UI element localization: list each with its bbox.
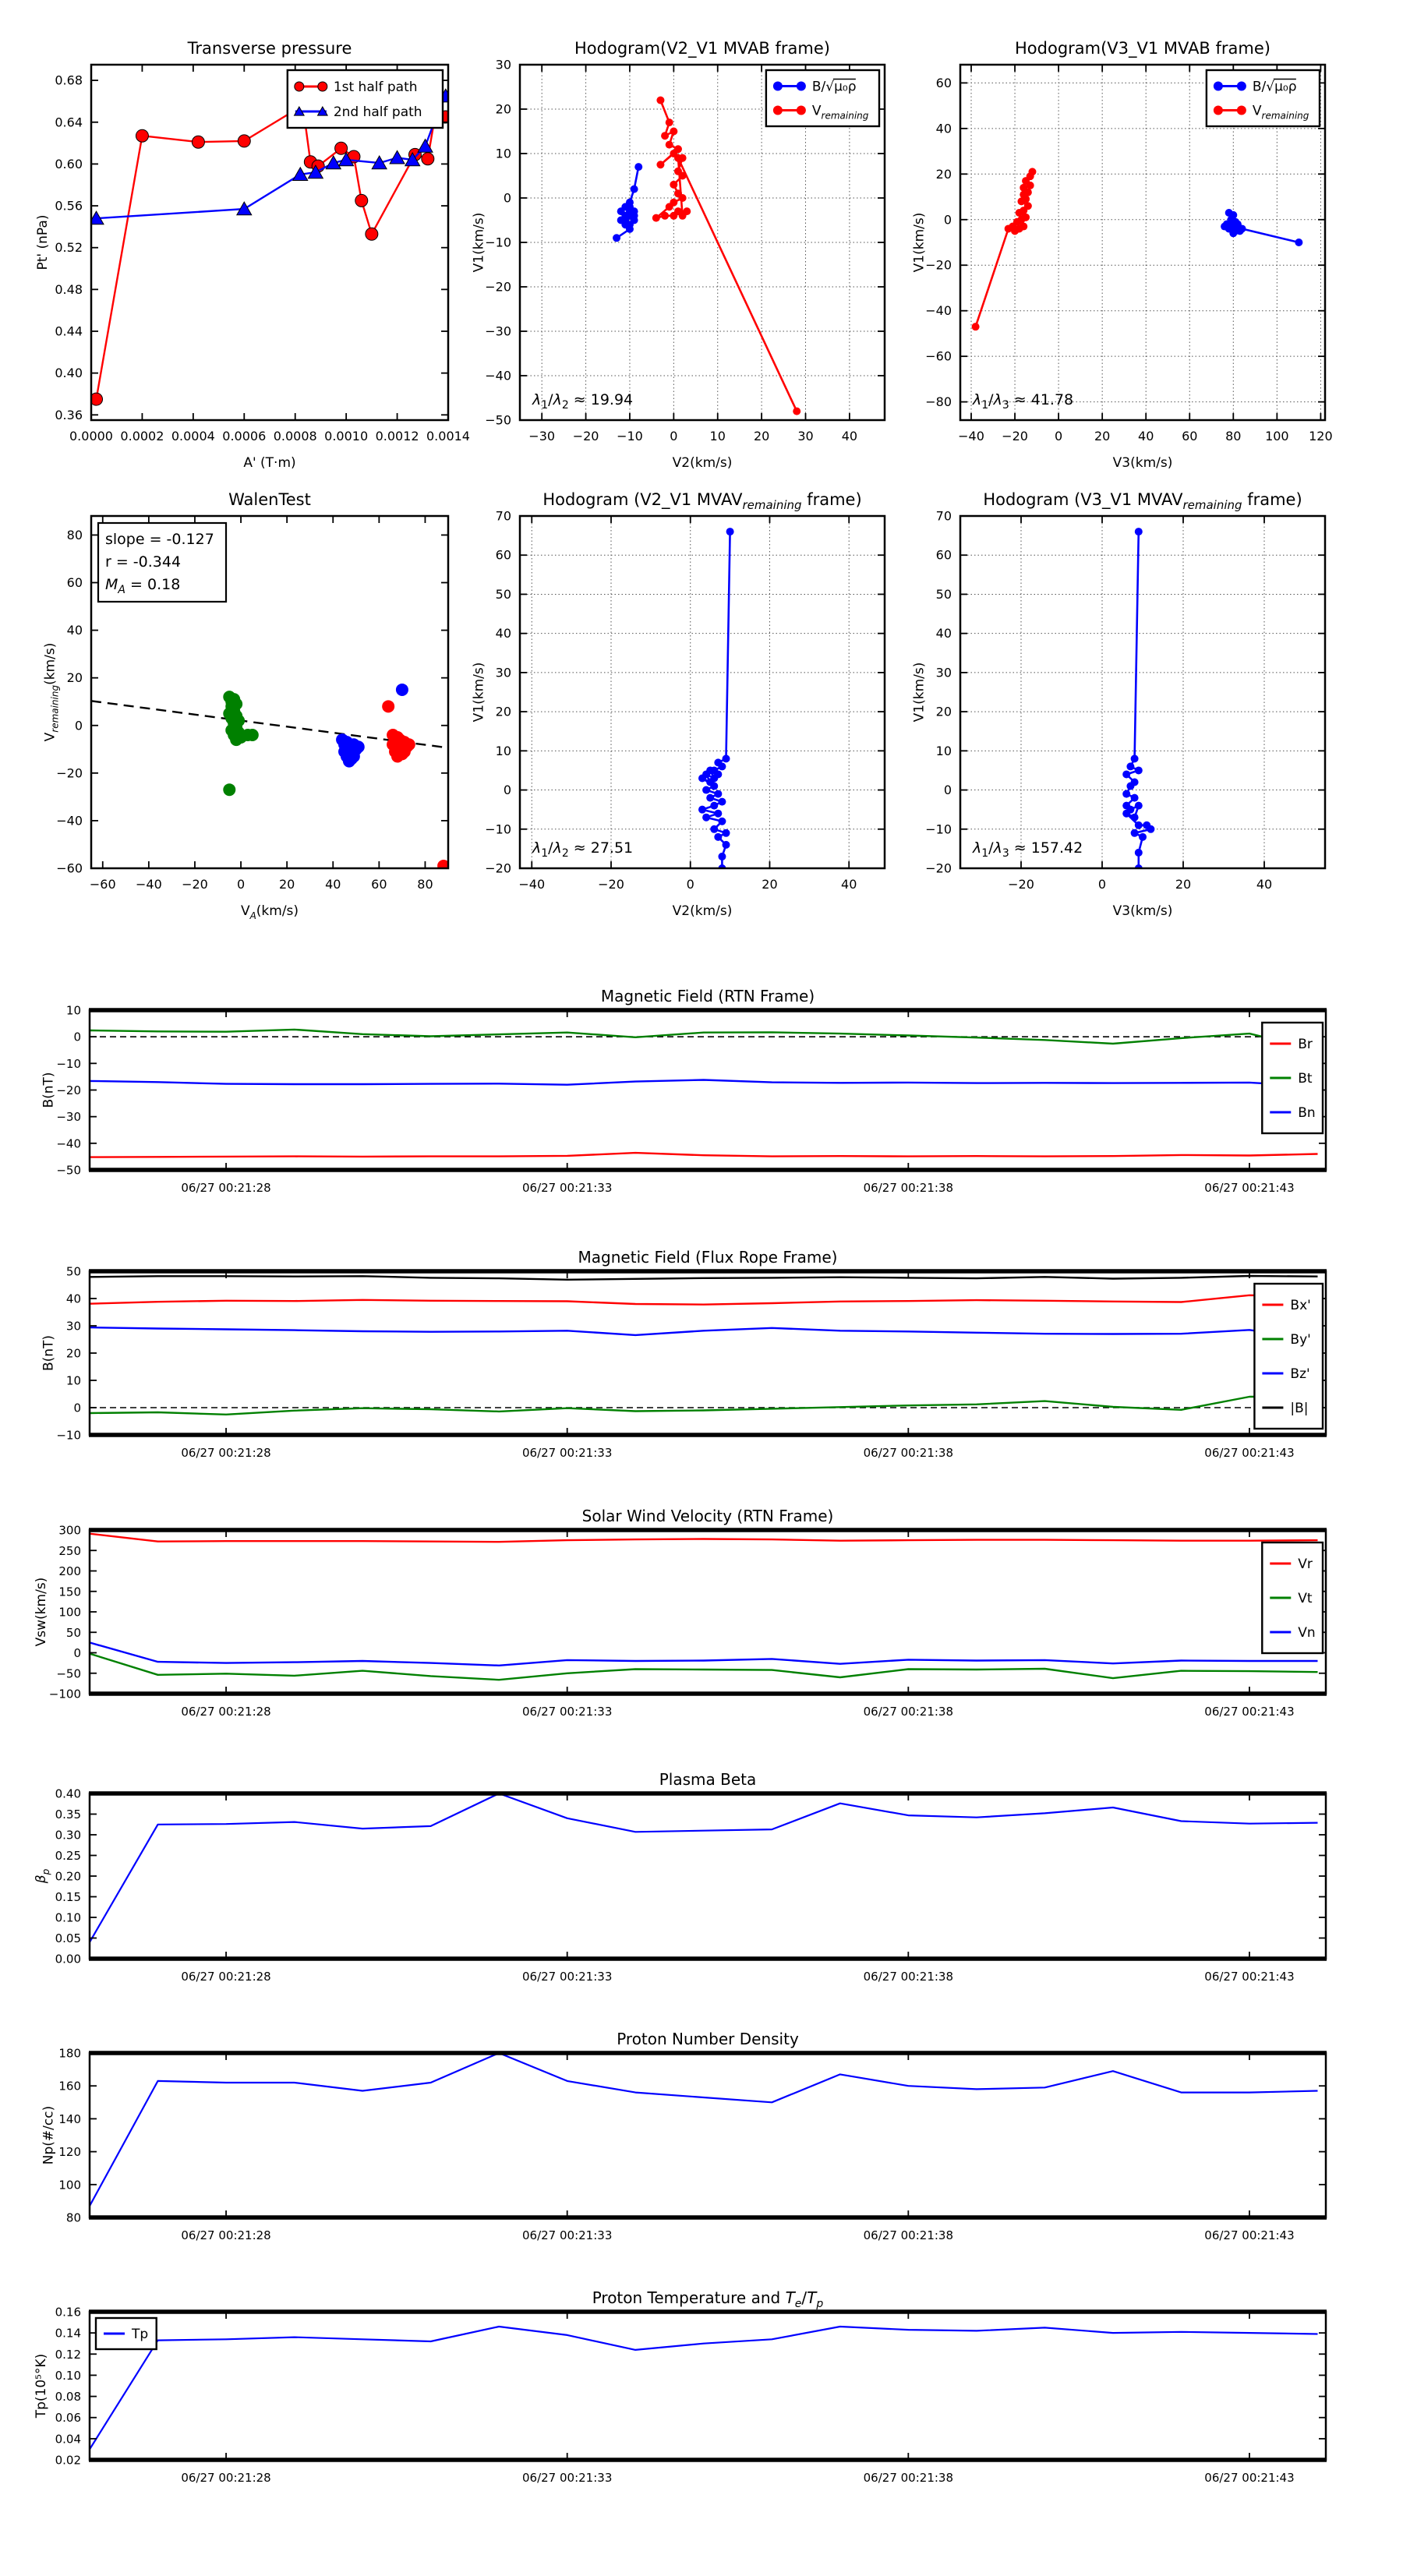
x-tick-label: 0: [1055, 429, 1063, 443]
panel-hodogram-v2v1-mvav: [471, 490, 885, 919]
y-tick-label: 20: [935, 704, 952, 719]
series-group: [90, 1276, 1318, 1415]
legend-label: B/√μ₀ρ: [1252, 79, 1297, 95]
y-tick-label: 0.40: [55, 1786, 81, 1801]
y-tick-label: 50: [495, 586, 511, 602]
x-tick-label: 80: [1225, 429, 1242, 443]
panel-proton-number-density: [41, 2030, 1327, 2242]
eigenvalue-ratio-annotation: $\lambda_1/\lambda_2 \approx 27.51$: [532, 839, 634, 860]
x-tick-label: 20: [278, 877, 295, 892]
x-tick-label: −20: [598, 877, 624, 892]
y-tick-label: −10: [56, 1056, 81, 1071]
x-tick-label: 06/27 00:21:33: [522, 1181, 613, 1195]
y-tick-label: 80: [65, 2210, 81, 2225]
y-tick-label: 0.05: [55, 1931, 81, 1945]
x-tick-label: 06/27 00:21:28: [181, 1970, 271, 1984]
y-tick-label: 30: [495, 665, 511, 680]
panel-solar-wind-velocity-rtn: [34, 1507, 1327, 1719]
panel-title: Hodogram (V3_V1 $MVAV_{remaining}$ frame): [983, 490, 1302, 512]
x-tick-label: 100: [1265, 429, 1289, 443]
legend-label: |B|: [1290, 1401, 1309, 1416]
y-tick-label: 0.35: [55, 1807, 81, 1822]
x-tick-label: 06/27 00:21:28: [181, 1705, 271, 1719]
y-axis-label: V1(km/s): [471, 662, 487, 723]
y-tick-label: 20: [495, 101, 511, 117]
x-tick-label: 0.0008: [273, 429, 317, 443]
panel-plasma-beta: [34, 1770, 1327, 1984]
panel-title: Hodogram (V2_V1 $MVAV_{remaining}$ frame): [542, 490, 862, 512]
y-tick-label: 0: [73, 1030, 81, 1044]
series-group: [90, 1030, 1318, 1157]
y-axis-label: Np(#/cc): [41, 2105, 57, 2165]
x-tick-label: 06/27 00:21:43: [1204, 2228, 1295, 2242]
series-bn: [90, 1080, 1318, 1087]
y-tick-label: −20: [485, 279, 511, 295]
axis-ticks: [520, 516, 885, 868]
y-tick-label: −60: [925, 348, 952, 364]
y-axis-label: V1(km/s): [911, 212, 928, 273]
y-tick-label: −20: [485, 860, 511, 876]
axis-ticks: [90, 1793, 1326, 1959]
x-tick-label: −40: [135, 877, 162, 892]
y-tick-label: 0: [503, 783, 511, 798]
axis-ticks: [90, 1010, 1326, 1170]
series-group: [89, 89, 453, 405]
series-group: [613, 97, 800, 415]
y-tick-label: −100: [48, 1687, 81, 1701]
x-tick-label: 06/27 00:21:33: [522, 2228, 613, 2242]
x-tick-label: 0.0012: [375, 429, 419, 443]
x-tick-label: 60: [1182, 429, 1198, 443]
y-tick-label: −10: [56, 1428, 81, 1443]
y-axis-label: V1(km/s): [471, 212, 487, 273]
panel-title: Magnetic Field (Flux Rope Frame): [578, 1248, 838, 1267]
y-tick-label: 20: [65, 1346, 81, 1361]
series-group: [1122, 528, 1154, 872]
y-tick-label: 40: [935, 626, 952, 641]
stats-line: $M_A = 0.18$: [105, 576, 181, 596]
y-tick-label: −10: [485, 822, 511, 837]
panel-hodogram-v3v1-mvav: [911, 490, 1325, 919]
series-group: [972, 168, 1303, 330]
y-axis-label: B(nT): [41, 1334, 57, 1372]
x-axis-label: $V_A(km/s)$: [240, 903, 299, 921]
x-tick-label: 0: [686, 877, 694, 892]
axes-spines: [90, 1010, 1326, 1170]
x-tick-label: 06/27 00:21:33: [522, 1446, 613, 1460]
y-tick-label: 0.48: [55, 281, 83, 297]
y-tick-label: 80: [66, 527, 83, 542]
y-tick-label: 50: [65, 1625, 81, 1640]
y-tick-label: 0.30: [55, 1828, 81, 1843]
legend: [96, 2318, 157, 2349]
x-axis-label: V3(km/s): [1112, 903, 1173, 919]
panel-walen-test: [42, 490, 450, 921]
y-tick-label: 40: [65, 1292, 81, 1306]
x-tick-label: 80: [417, 877, 433, 892]
stats-line: r = -0.344: [105, 553, 182, 571]
y-tick-label: 0.36: [55, 407, 83, 422]
x-tick-label: −20: [1002, 429, 1028, 443]
y-tick-label: 0.15: [55, 1890, 81, 1904]
y-tick-label: −50: [56, 1666, 81, 1681]
panel-title: Solar Wind Velocity (RTN Frame): [581, 1507, 834, 1525]
y-axis-label: Tp(10⁵°K): [34, 2353, 50, 2419]
y-tick-label: 0.06: [55, 2411, 81, 2426]
y-tick-label: −30: [485, 323, 511, 339]
y-tick-label: 0.20: [55, 1869, 81, 1884]
y-axis-label: Pt' (nPa): [35, 214, 51, 270]
panel-title: WalenTest: [228, 490, 311, 509]
x-tick-label: 40: [325, 877, 341, 892]
x-axis-label: V3(km/s): [1112, 455, 1173, 471]
eigenvalue-ratio-annotation: $\lambda_1/\lambda_3 \approx 41.78$: [973, 391, 1074, 412]
x-axis-label: V2(km/s): [672, 903, 733, 919]
series-first-half-points: [223, 691, 259, 796]
y-tick-label: 20: [495, 704, 511, 719]
grid-lines: [960, 516, 1325, 868]
x-tick-label: 30: [797, 429, 814, 443]
legend: [288, 70, 443, 128]
series-plasma-beta: [90, 1793, 1318, 1942]
y-tick-label: 0.02: [55, 2453, 81, 2468]
axes-spines: [960, 516, 1325, 868]
panel-magnetic-field-rtn: [41, 987, 1327, 1195]
x-tick-label: 60: [371, 877, 387, 892]
y-tick-label: 70: [935, 508, 952, 524]
y-tick-label: 0.08: [55, 2390, 81, 2405]
series-b-magnitude: [90, 1276, 1318, 1280]
x-tick-label: 0.0004: [171, 429, 215, 443]
series-bz-prime: [90, 1327, 1318, 1340]
y-tick-label: 200: [58, 1564, 81, 1578]
y-tick-label: 0.25: [55, 1849, 81, 1863]
series-by-prime: [90, 1397, 1318, 1415]
panel-hodogram-v3v1-mvab: [911, 39, 1332, 471]
stats-box: [98, 523, 226, 602]
series-group: [90, 1534, 1318, 1680]
y-tick-label: 0.40: [55, 366, 83, 381]
y-tick-label: 60: [935, 75, 952, 90]
legend-label: Vn: [1298, 1625, 1316, 1641]
series-group: [223, 684, 450, 872]
axes-spines: [520, 516, 885, 868]
y-tick-label: 0.04: [55, 2432, 81, 2447]
y-tick-label: −20: [925, 860, 952, 876]
y-tick-label: 0: [74, 718, 83, 733]
x-tick-label: 20: [753, 429, 770, 443]
y-tick-label: −20: [925, 257, 952, 273]
series-v-remaining: [972, 168, 1037, 330]
y-tick-label: 140: [58, 2111, 81, 2126]
series-boundary-points: [382, 700, 450, 872]
x-tick-label: 20: [1175, 877, 1192, 892]
x-tick-label: 40: [1138, 429, 1154, 443]
x-tick-label: −20: [1008, 877, 1034, 892]
x-tick-label: 40: [841, 877, 857, 892]
legend-label: Br: [1298, 1037, 1313, 1052]
x-tick-label: −30: [528, 429, 556, 443]
x-tick-label: 0: [670, 429, 678, 443]
y-tick-label: −50: [485, 412, 511, 428]
legend-label: 2nd half path: [333, 104, 422, 120]
panel-title: Plasma Beta: [659, 1770, 757, 1789]
y-tick-label: 0.60: [55, 156, 83, 171]
y-tick-label: 40: [66, 623, 83, 638]
legend-label: B/√μ₀ρ: [811, 79, 857, 95]
y-tick-label: 30: [935, 665, 952, 680]
stats-line: slope = -0.127: [105, 531, 214, 548]
x-tick-label: −10: [617, 429, 643, 443]
y-axis-label: $\beta_p$: [34, 1868, 52, 1884]
y-tick-label: 0.12: [55, 2347, 81, 2362]
y-tick-label: 60: [935, 547, 952, 563]
y-axis-label: B(nT): [41, 1072, 57, 1108]
x-tick-label: 0: [1097, 877, 1107, 892]
y-tick-label: 0.10: [55, 2368, 81, 2383]
x-tick-label: 06/27 00:21:33: [522, 1705, 613, 1719]
y-tick-label: 0: [943, 783, 952, 798]
y-tick-label: 160: [58, 2079, 81, 2094]
series-bt: [90, 1030, 1318, 1050]
y-tick-label: 250: [58, 1543, 81, 1558]
series-vn: [90, 1642, 1318, 1665]
y-tick-label: 120: [58, 2145, 81, 2160]
series-vr: [90, 1534, 1318, 1542]
y-tick-label: −20: [56, 1083, 81, 1097]
series-v-remaining: [652, 97, 800, 415]
x-tick-label: 0: [236, 877, 246, 892]
x-tick-label: 06/27 00:21:33: [522, 2471, 613, 2485]
y-tick-label: 50: [65, 1264, 81, 1279]
x-tick-label: 06/27 00:21:28: [181, 2228, 271, 2242]
y-tick-label: 0.44: [55, 323, 83, 339]
y-tick-label: 0: [943, 212, 952, 228]
legend-label: Vr: [1298, 1557, 1313, 1572]
legend: [1254, 1284, 1323, 1429]
y-tick-label: 180: [58, 2046, 81, 2061]
legend-label: Tp: [132, 2327, 149, 2342]
series-v-remaining-hodogram: [698, 528, 734, 872]
y-tick-label: 0.64: [55, 115, 83, 130]
y-tick-label: 30: [495, 57, 511, 72]
panel-title: Transverse pressure: [187, 39, 352, 58]
x-tick-label: 20: [762, 877, 778, 892]
y-tick-label: 0.68: [55, 72, 83, 88]
y-axis-label: V1(km/s): [911, 662, 928, 723]
y-axis-label: Vsw(km/s): [34, 1577, 50, 1647]
panel-title: Proton Temperature and $T_e/T_p$: [592, 2288, 824, 2310]
panel-title: Hodogram(V3_V1 MVAB frame): [1015, 39, 1270, 58]
y-tick-label: 0.14: [55, 2326, 81, 2341]
x-axis-label: V2(km/s): [672, 455, 733, 471]
x-tick-label: 06/27 00:21:38: [863, 1970, 954, 1984]
legend: [1262, 1542, 1323, 1653]
y-tick-label: −40: [485, 368, 511, 383]
x-tick-label: 06/27 00:21:43: [1204, 2471, 1295, 2485]
x-tick-label: 40: [841, 429, 858, 443]
y-tick-label: 40: [495, 626, 511, 641]
y-axis-label: $V_{remaining}(km/s)$: [42, 642, 61, 742]
x-tick-label: 06/27 00:21:38: [863, 1446, 954, 1460]
panel-title: Proton Number Density: [617, 2030, 799, 2048]
x-tick-label: 20: [1094, 429, 1111, 443]
legend-label: Bt: [1298, 1071, 1313, 1087]
x-tick-label: 06/27 00:21:28: [181, 1446, 271, 1460]
legend: [1262, 1023, 1323, 1133]
x-tick-label: −20: [182, 877, 208, 892]
series-proton-density: [90, 2053, 1318, 2206]
series-br: [90, 1153, 1318, 1157]
x-tick-label: 06/27 00:21:43: [1204, 1970, 1295, 1984]
x-tick-label: 0.0014: [426, 429, 470, 443]
y-tick-label: −40: [56, 813, 83, 829]
x-tick-label: −40: [958, 429, 984, 443]
y-tick-label: −10: [485, 235, 511, 250]
y-tick-label: −20: [56, 765, 83, 781]
legend-label: By': [1290, 1332, 1311, 1348]
y-tick-label: −80: [925, 394, 952, 410]
eigenvalue-ratio-annotation: $\lambda_1/\lambda_2 \approx 19.94$: [532, 391, 634, 412]
series-vt: [90, 1654, 1318, 1680]
series-bx-prime: [90, 1295, 1318, 1305]
x-tick-label: 40: [1256, 877, 1273, 892]
x-tick-label: 0.0006: [222, 429, 267, 443]
axis-ticks: [90, 2053, 1326, 2217]
x-tick-label: 06/27 00:21:38: [863, 2471, 954, 2485]
series-group: [90, 2327, 1318, 2449]
legend-label: Bx': [1290, 1298, 1311, 1313]
x-tick-label: 10: [709, 429, 726, 443]
y-tick-label: 100: [58, 2178, 81, 2193]
legend: [1207, 70, 1320, 126]
y-tick-label: 0.00: [55, 1952, 81, 1966]
panel-hodogram-v2v1-mvab: [471, 39, 885, 471]
x-tick-label: −20: [572, 429, 599, 443]
y-tick-label: 10: [935, 743, 952, 758]
y-tick-label: 0.56: [55, 198, 83, 214]
series-1st-half-path: [90, 99, 452, 405]
y-tick-label: 0: [73, 1646, 81, 1660]
y-tick-label: 60: [495, 547, 511, 563]
y-tick-label: 0: [73, 1401, 81, 1415]
y-tick-label: −40: [925, 303, 952, 319]
y-tick-label: −50: [56, 1163, 81, 1178]
legend-label: Bn: [1298, 1105, 1316, 1121]
panel-proton-temperature: [34, 2288, 1327, 2485]
y-tick-label: −10: [925, 822, 952, 837]
y-tick-label: 40: [935, 121, 952, 136]
y-tick-label: 10: [65, 1003, 81, 1018]
series-b-over-sqrt-mu0-rho: [613, 163, 642, 242]
legend-label: Vt: [1298, 1591, 1313, 1606]
legend-label: $V_{remaining}$: [811, 103, 869, 122]
y-tick-label: 100: [58, 1605, 81, 1620]
x-tick-label: 06/27 00:21:43: [1204, 1446, 1295, 1460]
axes-spines: [90, 2312, 1326, 2460]
panel-title: Hodogram(V2_V1 MVAB frame): [574, 39, 830, 58]
y-tick-label: 50: [935, 586, 952, 602]
y-tick-label: 0.10: [55, 1910, 81, 1925]
panel-transverse-pressure: [35, 39, 470, 471]
x-tick-label: 06/27 00:21:28: [181, 1181, 271, 1195]
y-tick-label: 70: [495, 508, 511, 524]
y-tick-label: 20: [66, 670, 83, 686]
x-axis-label: A' (T·m): [243, 455, 296, 471]
x-tick-label: −60: [89, 877, 116, 892]
series-tp: [90, 2327, 1318, 2449]
x-tick-label: 0.0002: [120, 429, 164, 443]
x-tick-label: 06/27 00:21:38: [863, 1181, 954, 1195]
x-tick-label: 06/27 00:21:43: [1204, 1181, 1295, 1195]
y-tick-label: 150: [58, 1585, 81, 1599]
series-v-remaining-hodogram: [1122, 528, 1154, 872]
x-tick-label: 06/27 00:21:28: [181, 2471, 271, 2485]
axes-spines: [90, 1793, 1326, 1959]
y-tick-label: 10: [495, 743, 511, 758]
eigenvalue-ratio-annotation: $\lambda_1/\lambda_3 \approx 157.42$: [973, 839, 1083, 860]
series-group: [90, 2053, 1318, 2206]
x-tick-label: 06/27 00:21:38: [863, 1705, 954, 1719]
legend-label: $V_{remaining}$: [1252, 103, 1309, 122]
x-tick-label: 06/27 00:21:43: [1204, 1705, 1295, 1719]
grid-lines: [520, 516, 885, 868]
series-group: [90, 1793, 1318, 1942]
y-tick-label: 60: [66, 575, 83, 591]
y-tick-label: −40: [56, 1136, 81, 1151]
y-tick-label: 0.52: [55, 240, 83, 256]
x-tick-label: 06/27 00:21:33: [522, 1970, 613, 1984]
legend-label: 1st half path: [333, 80, 418, 95]
panel-title: Magnetic Field (RTN Frame): [600, 987, 815, 1005]
y-tick-label: 0.16: [55, 2305, 81, 2320]
axis-ticks: [90, 2312, 1326, 2460]
axis-ticks: [960, 516, 1325, 868]
y-tick-label: 300: [58, 1523, 81, 1538]
y-tick-label: 10: [495, 146, 511, 161]
x-tick-label: 120: [1309, 429, 1333, 443]
x-tick-label: 06/27 00:21:38: [863, 2228, 954, 2242]
x-tick-label: 0.0010: [324, 429, 369, 443]
series-group: [698, 528, 734, 872]
x-tick-label: 0.0000: [69, 429, 113, 443]
y-tick-label: 30: [65, 1319, 81, 1334]
y-tick-label: 10: [65, 1373, 81, 1388]
y-tick-label: 20: [935, 166, 952, 182]
legend-label: Bz': [1290, 1366, 1310, 1382]
panel-magnetic-field-flux-rope: [41, 1248, 1327, 1460]
axes-spines: [90, 2053, 1326, 2217]
y-tick-label: 0: [503, 190, 511, 206]
y-tick-label: −60: [56, 860, 83, 876]
legend: [766, 70, 879, 126]
y-tick-label: −30: [56, 1110, 81, 1125]
x-tick-label: −40: [518, 877, 546, 892]
